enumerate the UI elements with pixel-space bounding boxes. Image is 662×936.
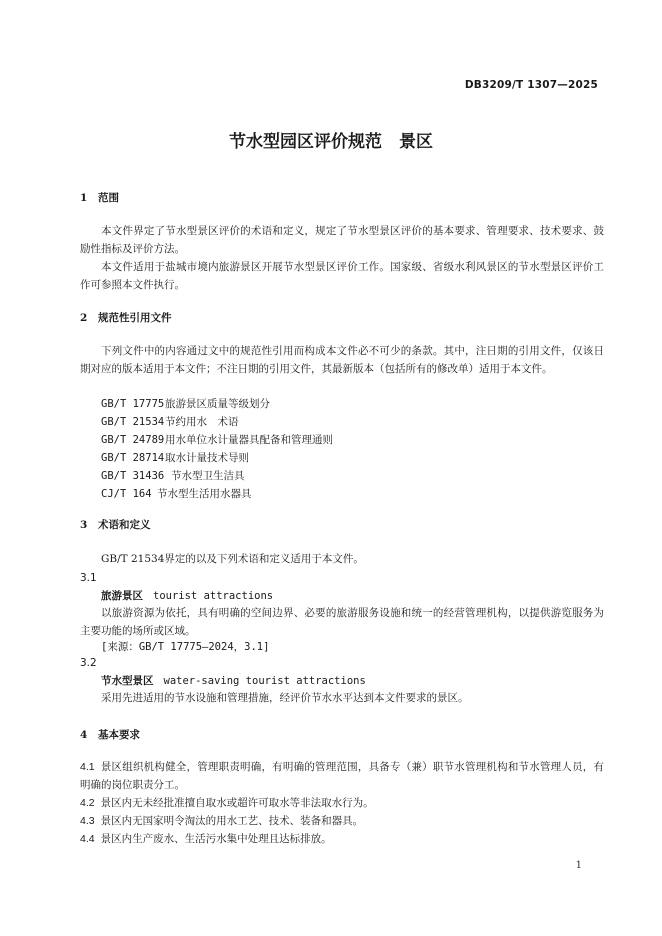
term-english: tourist attractions (153, 590, 274, 602)
clause-number: 4.4 (80, 833, 95, 845)
section-heading-terms-definitions (80, 517, 151, 532)
clause-item (80, 812, 604, 830)
reference-item (101, 450, 249, 465)
clause-text: 景区内生产废水、生活污水集中处理且达标排放。 (100, 833, 332, 845)
section-number: 2 (80, 312, 88, 324)
section-heading-normative-references (80, 310, 172, 325)
term-name: 节水型景区 (101, 675, 154, 687)
section-title: 范围 (98, 192, 119, 204)
document-title: 节水型园区评价规范 景区 (229, 132, 433, 152)
reference-code: GB/T 17775 (101, 398, 165, 410)
section-heading-scope (80, 190, 119, 205)
reference-item (101, 432, 333, 447)
term-entry (101, 673, 366, 688)
term-english: water-saving tourist attractions (163, 675, 366, 687)
document-number: DB3209/T 1307—2025 (464, 79, 598, 91)
reference-title: 用水单位水计量器具配备和管理通则 (165, 434, 333, 446)
clause-text: 景区内无国家明令淘汰的用水工艺、技术、装备和器具。 (100, 815, 364, 827)
page-number: 1 (575, 860, 582, 871)
reference-item (101, 468, 245, 483)
reference-item (101, 414, 239, 429)
reference-item (101, 396, 270, 411)
clause-item (80, 830, 604, 848)
section-heading-basic-requirements (80, 727, 140, 742)
section-number: 4 (80, 729, 88, 741)
term-number: 3.2 (80, 657, 97, 669)
clause-number: 4.3 (80, 815, 95, 827)
reference-code: CJ/T 164 (101, 488, 152, 500)
reference-code: GB/T 21534 (101, 416, 165, 428)
reference-code: GB/T 24789 (101, 434, 165, 446)
paragraph: GB/T 21534界定的以及下列术语和定义适用于本文件。 (101, 553, 364, 565)
reference-code: GB/T 31436 (101, 470, 165, 482)
section-number: 3 (80, 519, 88, 531)
term-definition: 以旅游资源为依托，具有明确的空间边界、必要的旅游服务设施和统一的经营管理机构，以提供游览服务为主要功能的场所或区域。 (80, 607, 604, 637)
reference-title: 节约用水 术语 (165, 416, 239, 428)
clause-number: 4.1 (80, 761, 95, 773)
reference-title: 节水型生活用水器具 (157, 488, 252, 500)
paragraph: 本文件界定了节水型景区评价的术语和定义，规定了节水型景区评价的基本要求、管理要求、技术要求、鼓励性指标及评价方法。 (80, 225, 604, 255)
section-title: 基本要求 (98, 729, 140, 741)
clause-text: 景区组织机构健全，管理职责明确，有明确的管理范围，具备专（兼）职节水管理机构和节水管理人员，有明确的岗位职责分工。 (80, 761, 604, 791)
term-source: [来源：GB/T 17775—2024，3.1] (101, 641, 270, 653)
section-title: 术语和定义 (98, 519, 151, 531)
reference-code: GB/T 28714 (101, 452, 165, 464)
clause-item (80, 794, 604, 812)
section-title: 规范性引用文件 (98, 312, 172, 324)
clause-item (80, 758, 604, 794)
reference-title: 节水型卫生洁具 (171, 470, 245, 482)
clause-text: 景区内无未经批准擅自取水或超许可取水等非法取水行为。 (100, 797, 374, 809)
reference-title: 取水计量技术导则 (165, 452, 249, 464)
term-entry (101, 588, 273, 603)
section-number: 1 (80, 192, 88, 204)
term-name: 旅游景区 (101, 590, 143, 602)
term-number: 3.1 (80, 572, 97, 584)
reference-title: 旅游景区质量等级划分 (165, 398, 270, 410)
term-definition: 采用先进适用的节水设施和管理措施，经评价节水水平达到本文件要求的景区。 (101, 692, 469, 704)
reference-item (101, 486, 252, 501)
paragraph: 本文件适用于盐城市境内旅游景区开展节水型景区评价工作。国家级、省级水利风景区的节水型景区评价工作可参照本文件执行。 (80, 261, 604, 291)
paragraph: 下列文件中的内容通过文中的规范性引用而构成本文件必不可少的条款。其中，注日期的引用文件，仅该日期对应的版本适用于本文件；不注日期的引用文件，其最新版本（包括所有的修改单）适用于本文件。 (80, 345, 604, 375)
clause-number: 4.2 (80, 797, 95, 809)
